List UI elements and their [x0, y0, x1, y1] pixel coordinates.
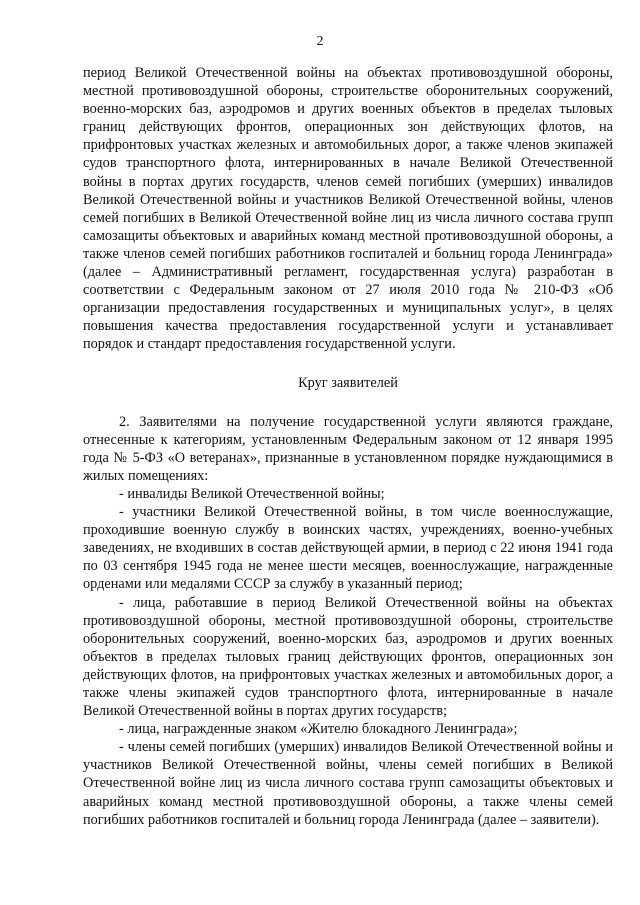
section-title: Круг заявителей — [298, 374, 398, 391]
applicant-category-item: - члены семей погибших (умерших) инвалидов Великой Отечественной войны и участников Великой Отечественной войны, члены семей погибших в Великой Отечественной войне лиц из числа личного состава групп самозащиты объектовых и аварийных команд местной противовоздушной обороны, а также члены семей погибших работников госпиталей и больниц города Ленинграда (далее – заявители). — [83, 739, 613, 828]
document-body — [83, 64, 613, 829]
applicant-category-item: - лица, награжденные знаком «Жителю блокадного Ленинграда»; — [119, 721, 518, 738]
applicant-category-item: - инвалиды Великой Отечественной войны; — [119, 485, 385, 502]
clause-2-paragraph: 2. Заявителями на получение государственной услуги являются граждане, отнесенные к категориям, установленным Федеральным законом от 12 января 1995 года № 5-ФЗ «О ветеранах», признанные в установленном порядке нуждающимися в жилых помещениях: — [83, 413, 613, 484]
intro-paragraph: период Великой Отечественной войны на объектах противовоздушной обороны, местной противовоздушной обороны, строительстве оборонительных сооружений, военно-морских баз, аэродромов и других военных объектов в пределах тыловых границ действующих фронтов, операционных зон действующих флотов, на прифронтовых участках железных и автомобильных дорог, а также членов экипажей судов транспортного флота, интернированных в начале Великой Отечественной войны в портах других государств, членов семей погибших (умерших) инвалидов Великой Отечественной войны и участников Великой Отечественной войны, членов семей погибших в Великой Отечественной войне лиц из числа личного состава групп самозащиты объектовых и аварийных команд местной противовоздушной обороны, а также членов семей погибших работников госпиталей и больниц города Ленинграда» (далее – Административный регламент, государственная услуга) разработан в соответствии с Федеральным законом от 27 июля 2010 года № 210-ФЗ «Об организации предоставления государственных и муниципальных услуг», в целях повышения качества предоставления государственной услуги и устанавливает порядок и стандарт предоставления государственной услуги. — [83, 65, 613, 353]
applicant-category-item: - участники Великой Отечественной войны, в том числе военнослужащие, проходившие военную службу в воинских частях, учреждениях, военно-учебных заведениях, не входивших в состав действующей армии, в период с 22 июня 1941 года по 03 сентября 1945 года не менее шести месяцев, военнослужащие, награжденные орденами или медалями СССР за службу в указанный период; — [83, 504, 613, 593]
applicant-category-item: - лица, работавшие в период Великой Отечественной войны на объектах противовоздушной обороны, местной противовоздушной обороны, строительстве оборонительных сооружений, военно-морских баз, аэродромов и других военных объектов в пределах тыловых границ действующих фронтов, операционных зон действующих флотов, на прифронтовых участках железных и автомобильных дорог, а также члены экипажей судов транспортного флота, интернированные в начале Великой Отечественной войны в портах других государств; — [83, 594, 613, 720]
page-number: 2 — [316, 34, 324, 49]
